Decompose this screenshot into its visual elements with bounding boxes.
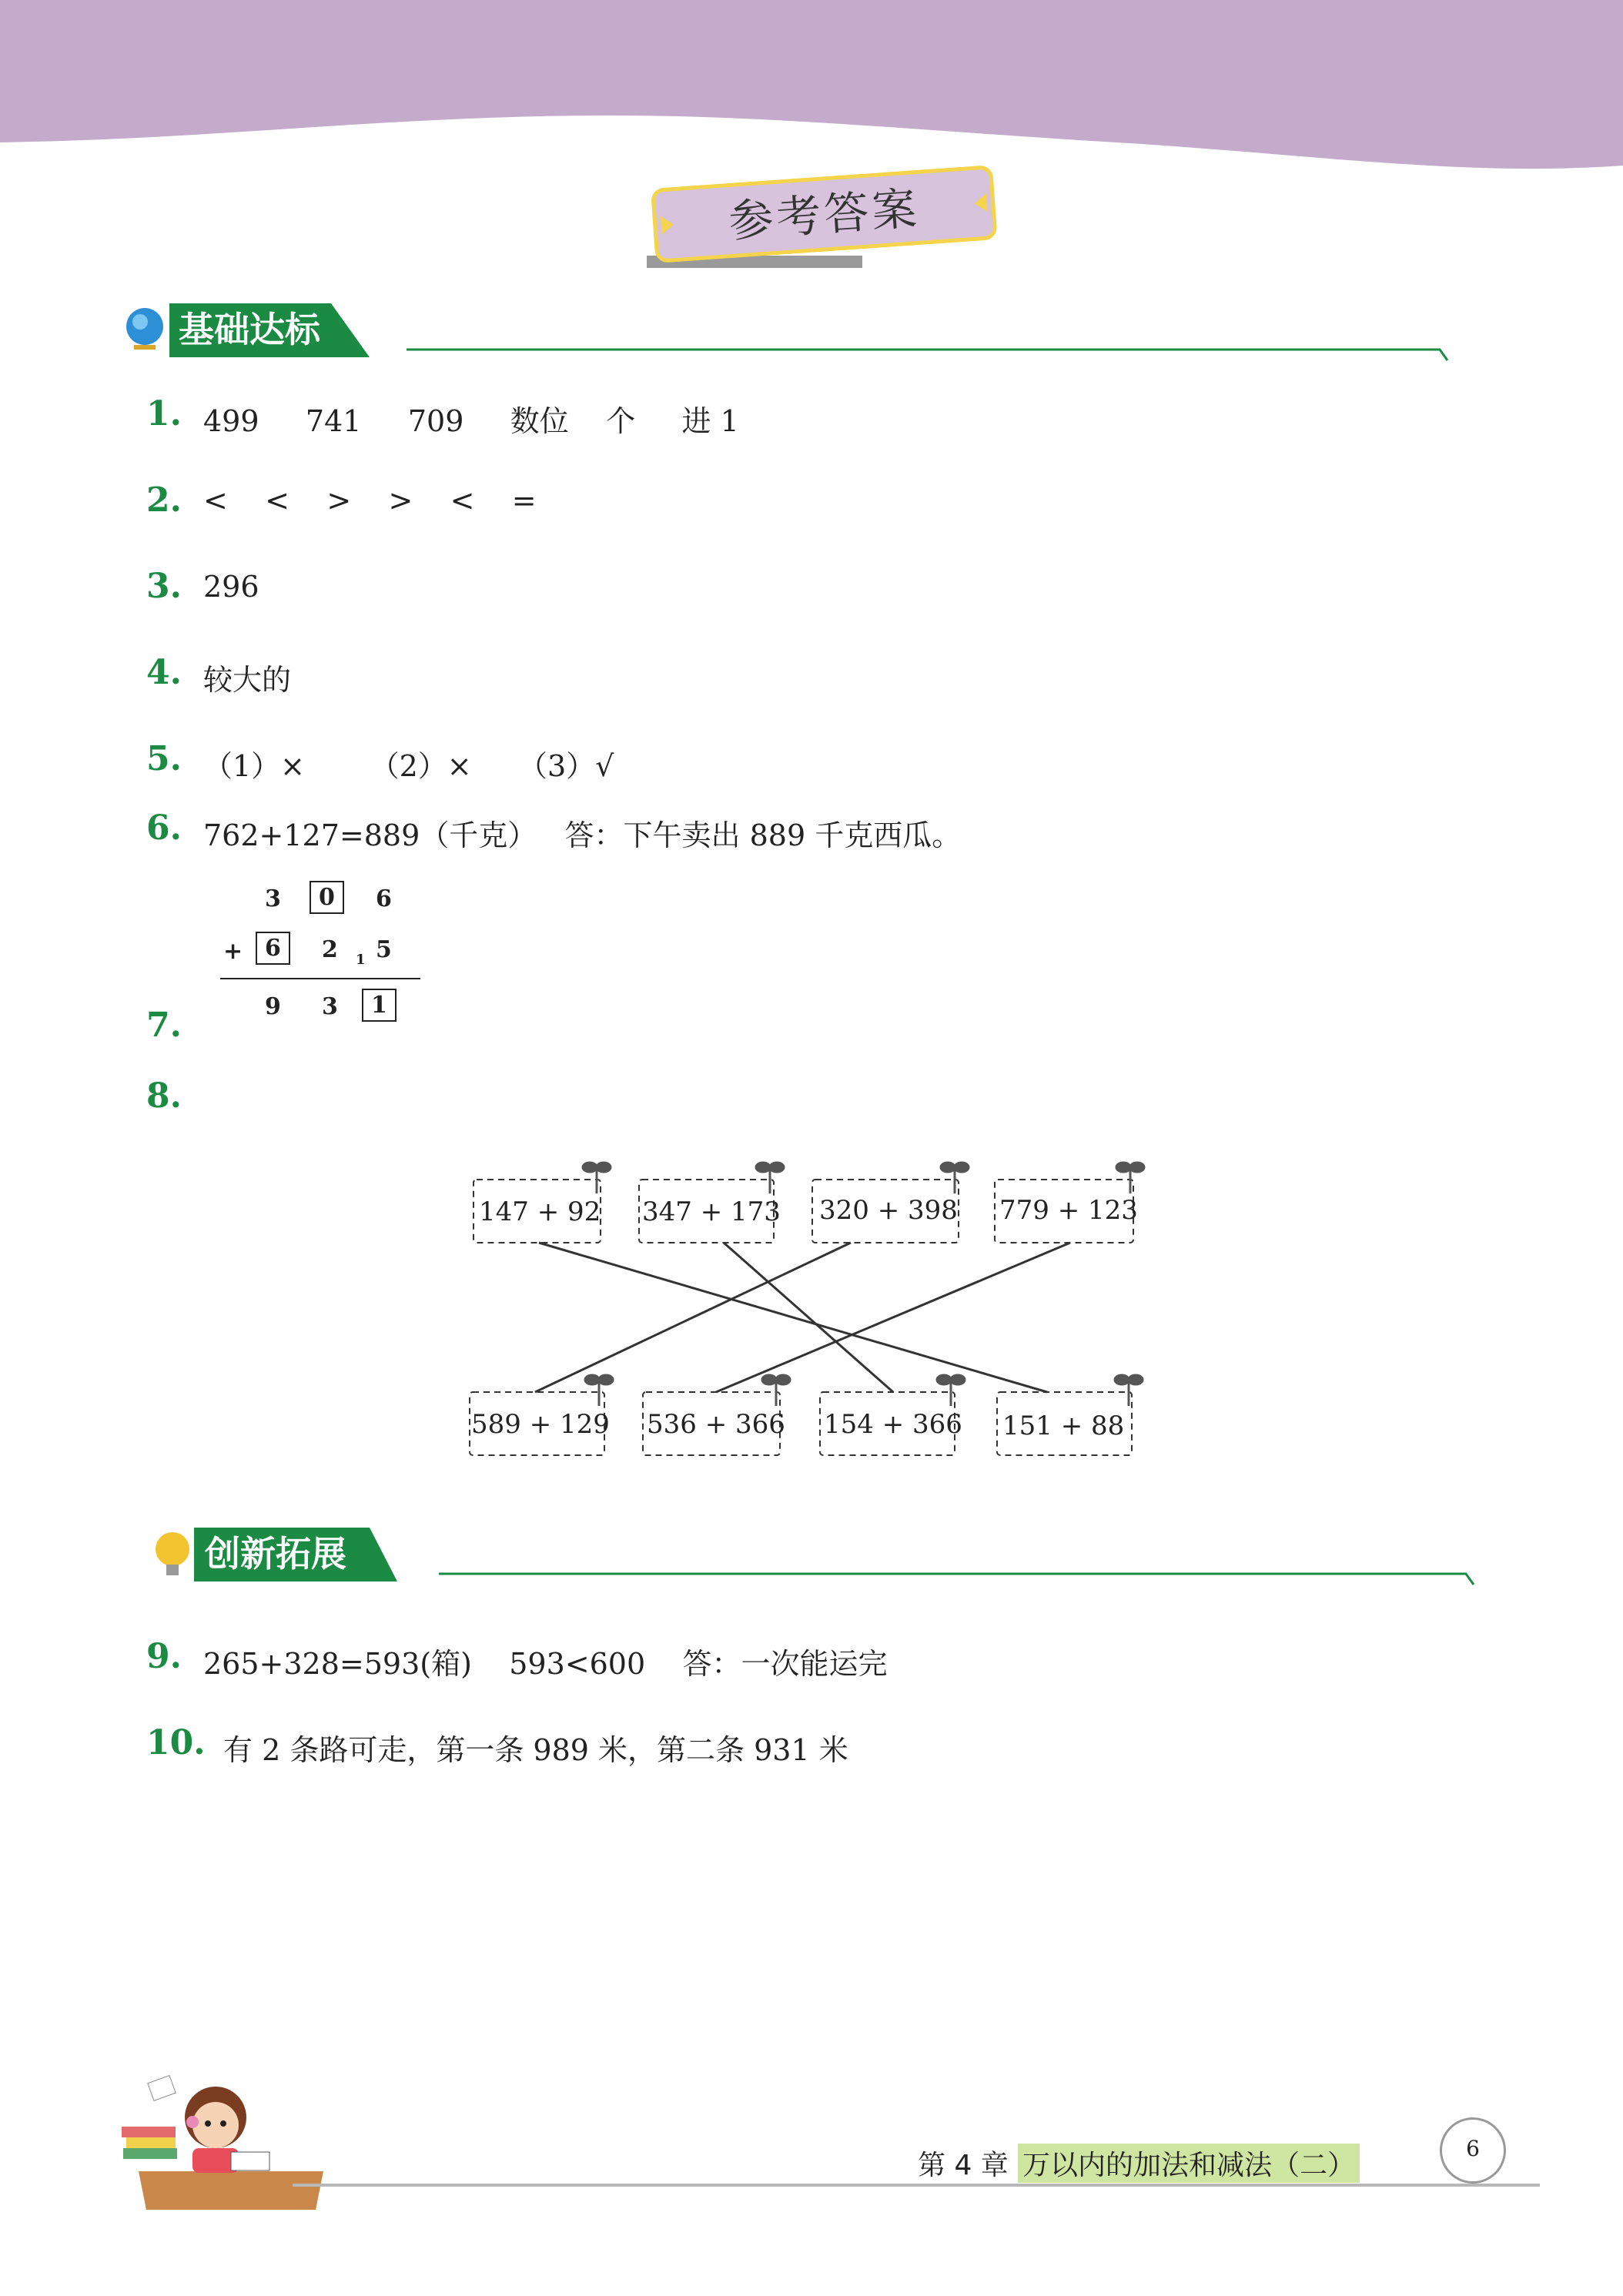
answer-text: 有 2 条路可走，第一条 989 米，第二条 931 米 xyxy=(223,1733,848,1767)
section-extend-title: 创新拓展 xyxy=(205,1533,346,1575)
answer-number: 3. xyxy=(146,567,182,606)
page-number: 6 xyxy=(1440,2117,1506,2184)
digit: 2 xyxy=(322,936,338,963)
expression-top: 779 + 123 xyxy=(999,1195,1138,1226)
answer-number: 1. xyxy=(146,394,182,433)
digit: 9 xyxy=(265,993,281,1020)
expression-bottom: 536 + 366 xyxy=(647,1409,785,1440)
digit-box: 6 xyxy=(256,932,290,965)
digit-box: 0 xyxy=(310,881,344,914)
answer-text: 762+127=889（千克） 答：下午卖出 889 千克西瓜。 xyxy=(203,818,962,852)
answer-text: 296 xyxy=(203,570,259,604)
answer-number: 9. xyxy=(146,1637,182,1676)
carry-digit: 1 xyxy=(356,952,366,968)
top-wave-banner xyxy=(0,0,1623,185)
answer-number: 2. xyxy=(146,480,182,520)
answer-number: 5. xyxy=(146,739,182,778)
digit-box: 1 xyxy=(362,989,397,1022)
expression-top: 320 + 398 xyxy=(819,1195,958,1226)
digit: 5 xyxy=(376,936,392,963)
girl-reading-illustration xyxy=(115,2048,331,2217)
answer-text: 较大的 xyxy=(203,663,292,697)
expression-top: 147 + 92 xyxy=(479,1197,601,1227)
answer-text: （1）× （2）× （3）√ xyxy=(203,749,614,783)
digit: 3 xyxy=(265,885,281,912)
sum-line xyxy=(220,978,420,979)
answer-number: 8. xyxy=(146,1076,182,1116)
footer-rule xyxy=(293,2184,1540,2187)
answer-number: 10. xyxy=(146,1723,206,1762)
digit: 3 xyxy=(322,993,338,1020)
digit: 6 xyxy=(376,885,392,912)
plus-sign: + xyxy=(223,938,243,965)
answer-number: 7. xyxy=(146,1006,182,1045)
footer-chapter-title: 万以内的加法和减法（二） xyxy=(1018,2144,1360,2183)
answer-number: 6. xyxy=(146,808,182,848)
expression-bottom: 151 + 88 xyxy=(1002,1411,1125,1441)
expression-bottom: 154 + 366 xyxy=(824,1409,962,1440)
answer-text: 499 741 709 数位 个 进 1 xyxy=(203,404,739,438)
expression-bottom: 589 + 129 xyxy=(471,1409,610,1440)
section-basic-title: 基础达标 xyxy=(179,309,320,350)
expression-top: 347 + 173 xyxy=(642,1197,781,1227)
answer-text: 265+328=593(箱) 593<600 答：一次能运完 xyxy=(203,1647,888,1681)
answer-number: 4. xyxy=(146,653,182,692)
answer-text: < < > > < = xyxy=(203,484,537,517)
page-title: 参考答案 xyxy=(727,182,922,248)
footer-chapter: 第 4 章 xyxy=(918,2150,1009,2181)
section-basic-header xyxy=(123,299,1455,368)
section-extend-header xyxy=(151,1523,1483,1592)
